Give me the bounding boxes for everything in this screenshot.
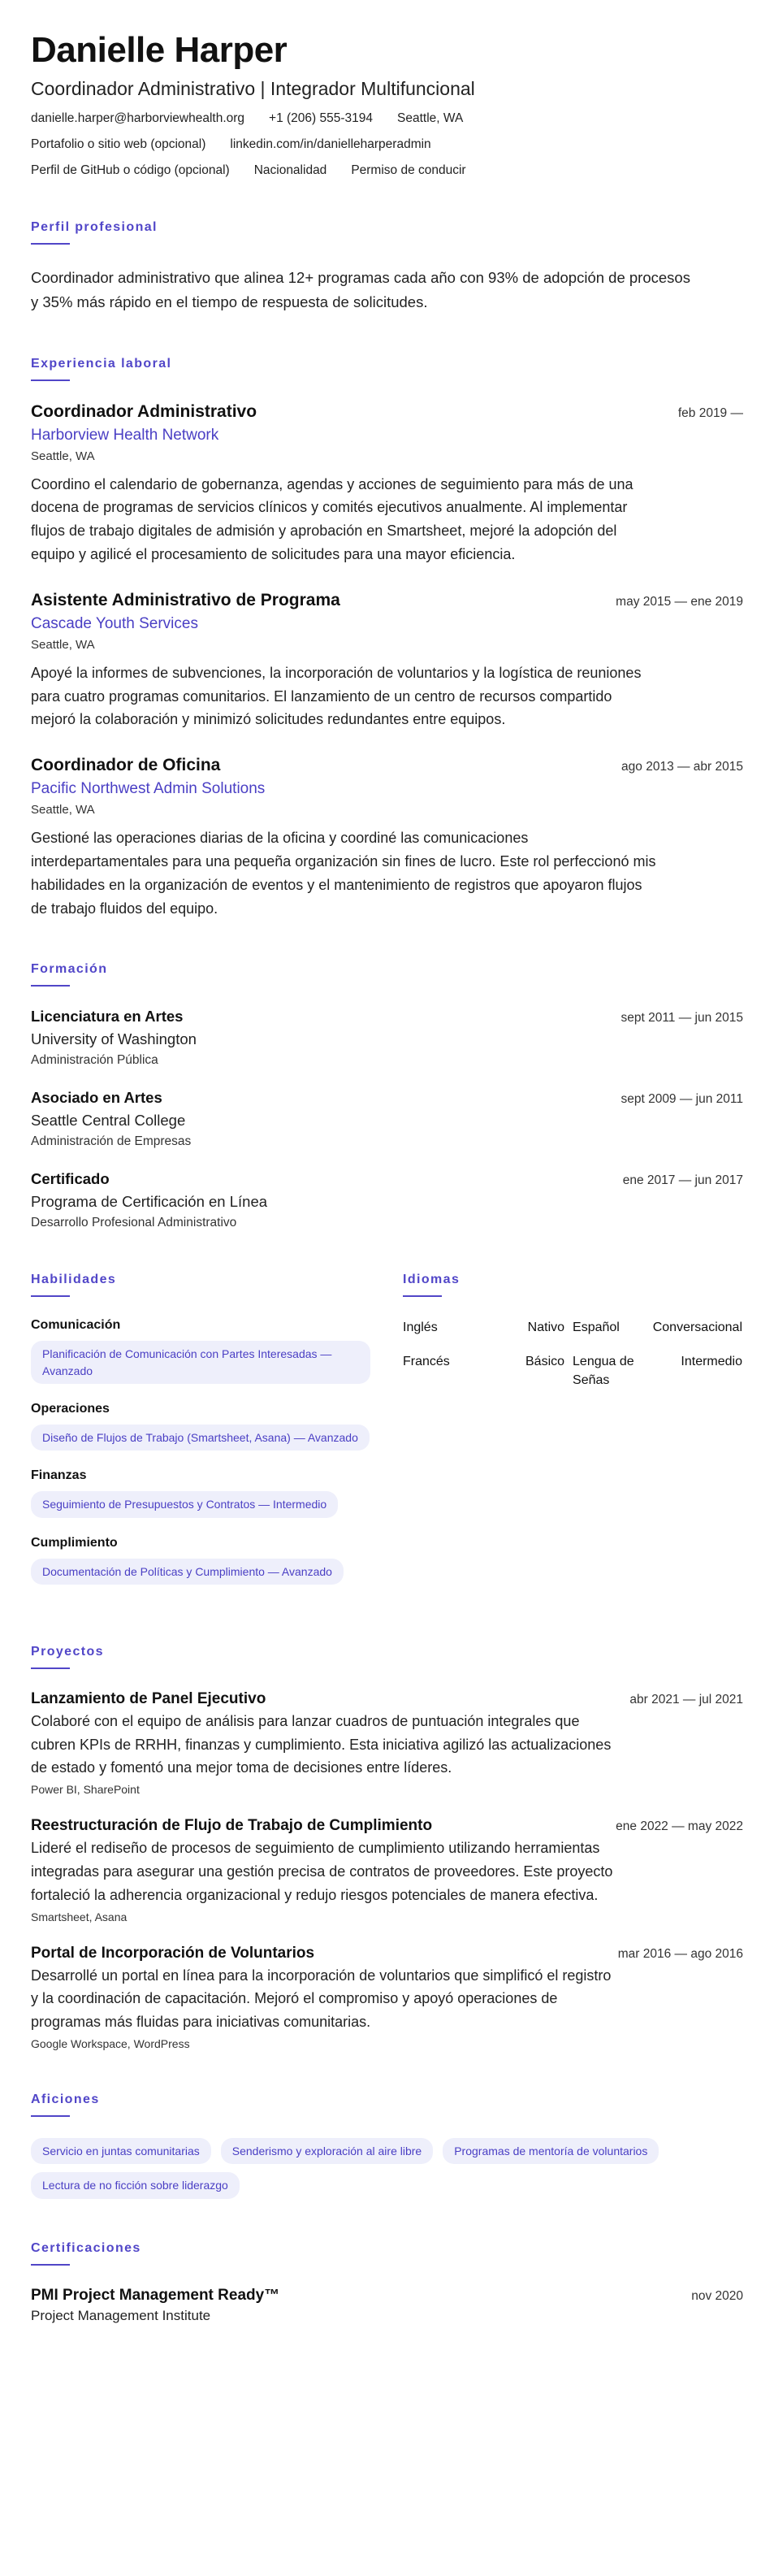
hobby-chip: Lectura de no ficción sobre liderazgo bbox=[31, 2172, 240, 2198]
education-degree: Licenciatura en Artes bbox=[31, 1008, 184, 1026]
section-divider bbox=[31, 1295, 70, 1297]
section-title-hobbies: Aficiones bbox=[31, 2092, 100, 2106]
education-field: Administración de Empresas bbox=[31, 1134, 192, 1149]
contact-permit: Permiso de conducir bbox=[351, 163, 466, 178]
skill-group bbox=[31, 1468, 370, 1517]
candidate-headline: Coordinador Administrativo | Integrador Multifuncional bbox=[31, 78, 475, 100]
education-degree: Certificado bbox=[31, 1170, 110, 1188]
education-dates: sept 2011 — jun 2015 bbox=[620, 1011, 743, 1026]
education-dates: sept 2009 — jun 2011 bbox=[620, 1092, 743, 1107]
education-item bbox=[31, 1089, 743, 1149]
experience-section bbox=[31, 357, 743, 921]
skill-category: Operaciones bbox=[31, 1401, 110, 1416]
section-title-experience: Experiencia laboral bbox=[31, 356, 172, 371]
language-row bbox=[403, 1318, 742, 1337]
education-field: Desarrollo Profesional Administrativo bbox=[31, 1216, 237, 1230]
project-description: Colaboré con el equipo de análisis para lanzar cuadros de puntuación integrales que cubren KPIs de RRHH, finanzas y cumplimiento. Esta iniciativa agilizó las actualizaciones de estado y fomentó una mejor toma de decisiones entre líderes. bbox=[31, 1712, 612, 1776]
skill-category: Finanzas bbox=[31, 1468, 87, 1483]
language-name: Inglés bbox=[403, 1321, 438, 1335]
skills-column bbox=[31, 1273, 370, 1602]
section-divider bbox=[31, 243, 70, 245]
skill-chip: Seguimiento de Presupuestos y Contratos — Intermedio bbox=[31, 1491, 338, 1517]
education-degree: Asociado en Artes bbox=[31, 1089, 162, 1107]
job-organization: Cascade Youth Services bbox=[31, 614, 198, 632]
section-divider bbox=[31, 1667, 70, 1669]
job-dates: may 2015 — ene 2019 bbox=[616, 594, 743, 609]
job-dates: feb 2019 — bbox=[677, 405, 743, 420]
hobbies-section bbox=[31, 2092, 743, 2199]
section-title-skills: Habilidades bbox=[31, 1273, 117, 1287]
section-divider bbox=[403, 1295, 442, 1297]
project-dates: ene 2022 — may 2022 bbox=[616, 1819, 743, 1834]
hobby-chip: Servicio en juntas comunitarias bbox=[31, 2138, 211, 2164]
project-item bbox=[31, 1817, 743, 1923]
section-title-education: Formación bbox=[31, 962, 108, 977]
education-section bbox=[31, 962, 743, 1230]
job-location: Seattle, WA bbox=[31, 637, 95, 652]
contact-nationality: Nacionalidad bbox=[253, 163, 327, 178]
education-field: Administración Pública bbox=[31, 1053, 158, 1068]
language-level: Nativo bbox=[527, 1321, 565, 1335]
job-description: Coordino el calendario de gobernanza, agendas y acciones de seguimiento para más de una docena de programas de servicios clínicos y comités ejecutivos anualmente. Al implementar flujos de trabajo digitales de admisión y aprobación en Smartsheet, mejoré la adopción del equipo y agilicé el procesamiento de solicitudes para una mayor eficiencia. bbox=[31, 475, 633, 562]
section-title-summary: Perfil profesional bbox=[31, 220, 158, 235]
contact-location: Seattle, WA bbox=[397, 111, 464, 126]
section-title-projects: Proyectos bbox=[31, 1644, 104, 1659]
contact-row-3 bbox=[31, 163, 743, 178]
language-name: Español bbox=[573, 1321, 620, 1335]
education-dates: ene 2017 — jun 2017 bbox=[622, 1173, 743, 1188]
certification-date: nov 2020 bbox=[691, 2288, 743, 2303]
experience-item bbox=[31, 591, 743, 731]
contact-row-1 bbox=[31, 111, 743, 126]
project-item bbox=[31, 1690, 743, 1796]
resume-header bbox=[31, 31, 743, 178]
experience-item bbox=[31, 402, 743, 566]
hobby-chips bbox=[31, 2138, 729, 2199]
job-location: Seattle, WA bbox=[31, 803, 95, 817]
education-school: University of Washington bbox=[31, 1030, 197, 1048]
skill-category: Cumplimiento bbox=[31, 1535, 118, 1550]
section-divider bbox=[31, 379, 70, 381]
certification-item bbox=[31, 2287, 743, 2324]
education-school: Seattle Central College bbox=[31, 1112, 186, 1130]
skill-chip: Planificación de Comunicación con Partes Interesadas — Avanzado bbox=[31, 1341, 370, 1384]
contact-github[interactable]: Perfil de GitHub o código (opcional) bbox=[31, 163, 230, 178]
section-divider bbox=[31, 985, 70, 987]
job-role: Coordinador Administrativo bbox=[31, 401, 257, 421]
language-level: Intermedio bbox=[681, 1354, 742, 1368]
job-organization: Harborview Health Network bbox=[31, 426, 219, 444]
skill-chip: Documentación de Políticas y Cumplimiento — Avanzado bbox=[31, 1559, 344, 1585]
project-description: Lideré el rediseño de procesos de seguimiento de cumplimiento utilizando herramientas integradas para asegurar una gestión precisa de contratos de proveedores. Este proyecto fortaleció la adherencia organizacional y redujo riesgos potenciales de manera efectiva. bbox=[31, 1840, 613, 1903]
education-item bbox=[31, 1170, 743, 1230]
section-title-languages: Idiomas bbox=[403, 1273, 461, 1287]
skills-languages-section bbox=[31, 1273, 743, 1602]
summary-text: Coordinador administrativo que alinea 12+ programas cada año con 93% de adopción de procesos y 35% más rápido en el tiempo de respuesta de solicitudes. bbox=[31, 269, 690, 310]
project-name: Reestructuración de Flujo de Trabajo de Cumplimiento bbox=[31, 1817, 433, 1835]
job-dates: ago 2013 — abr 2015 bbox=[621, 760, 743, 774]
project-description: Desarrollé un portal en línea para la incorporación de voluntarios que simplificó el registro y la coordinación de capacitación. Mejoró el compromiso y apoyó operaciones de programas más fluidas para iniciativas comunitarias. bbox=[31, 1967, 612, 2031]
contact-phone[interactable]: +1 (206) 555-3194 bbox=[269, 111, 374, 126]
hobby-chip: Senderismo y exploración al aire libre bbox=[221, 2138, 433, 2164]
project-item bbox=[31, 1945, 743, 2050]
language-row bbox=[403, 1352, 742, 1390]
experience-item bbox=[31, 756, 743, 920]
job-location: Seattle, WA bbox=[31, 449, 95, 463]
contact-portfolio[interactable]: Portafolio o sitio web (opcional) bbox=[31, 137, 206, 152]
project-technologies: Power BI, SharePoint bbox=[31, 1783, 140, 1797]
certification-name: PMI Project Management Ready™ bbox=[31, 2286, 280, 2304]
project-dates: mar 2016 — ago 2016 bbox=[617, 1946, 743, 1961]
language-name: Lengua de Señas bbox=[573, 1354, 634, 1387]
section-divider bbox=[31, 2264, 70, 2266]
projects-section bbox=[31, 1645, 743, 2050]
project-technologies: Google Workspace, WordPress bbox=[31, 2037, 190, 2050]
language-level: Básico bbox=[525, 1354, 565, 1368]
language-level: Conversacional bbox=[652, 1321, 742, 1335]
certification-issuer: Project Management Institute bbox=[31, 2307, 211, 2323]
summary-section bbox=[31, 220, 743, 314]
project-name: Portal de Incorporación de Voluntarios bbox=[31, 1944, 315, 1962]
hobby-chip: Programas de mentoría de voluntarios bbox=[443, 2138, 659, 2164]
contact-email[interactable]: danielle.harper@harborviewhealth.org bbox=[31, 111, 245, 126]
job-description: Apoyé la informes de subvenciones, la incorporación de voluntarios y la logística de reuniones para cuatro programas comunitarios. El lanzamiento de un centro de recursos compartido mejoró la colaboración y minimizó solicitudes redundantes entre equipos. bbox=[31, 664, 642, 728]
languages-column bbox=[403, 1273, 742, 1602]
job-role: Coordinador de Oficina bbox=[31, 756, 221, 775]
section-divider bbox=[31, 2115, 70, 2117]
job-organization: Pacific Northwest Admin Solutions bbox=[31, 780, 266, 798]
education-item bbox=[31, 1008, 743, 1068]
skill-group bbox=[31, 1318, 370, 1384]
skill-category: Comunicación bbox=[31, 1318, 121, 1333]
project-technologies: Smartsheet, Asana bbox=[31, 1910, 128, 1923]
education-school: Programa de Certificación en Línea bbox=[31, 1193, 268, 1211]
skill-group bbox=[31, 1536, 370, 1585]
skill-group bbox=[31, 1402, 370, 1451]
project-dates: abr 2021 — jul 2021 bbox=[629, 1692, 743, 1706]
project-name: Lanzamiento de Panel Ejecutivo bbox=[31, 1689, 266, 1707]
contact-linkedin[interactable]: linkedin.com/in/danielleharperadmin bbox=[230, 137, 431, 152]
language-name: Francés bbox=[403, 1354, 450, 1368]
job-description: Gestioné las operaciones diarias de la oficina y coordiné las comunicaciones interdepartamentales para una pequeña organización sin fines de lucro. Este rol perfeccionó mis habilidades en la organización de eventos y el mantenimiento de registros que apoyaron flujos de trabajo fluidos del equipo. bbox=[31, 830, 656, 917]
job-role: Asistente Administrativo de Programa bbox=[31, 590, 340, 609]
certifications-section bbox=[31, 2241, 743, 2324]
candidate-name: Danielle Harper bbox=[31, 30, 288, 70]
skill-chip: Diseño de Flujos de Trabajo (Smartsheet, Asana) — Avanzado bbox=[31, 1425, 370, 1451]
contact-row-2 bbox=[31, 137, 743, 152]
section-title-certifications: Certificaciones bbox=[31, 2240, 141, 2255]
